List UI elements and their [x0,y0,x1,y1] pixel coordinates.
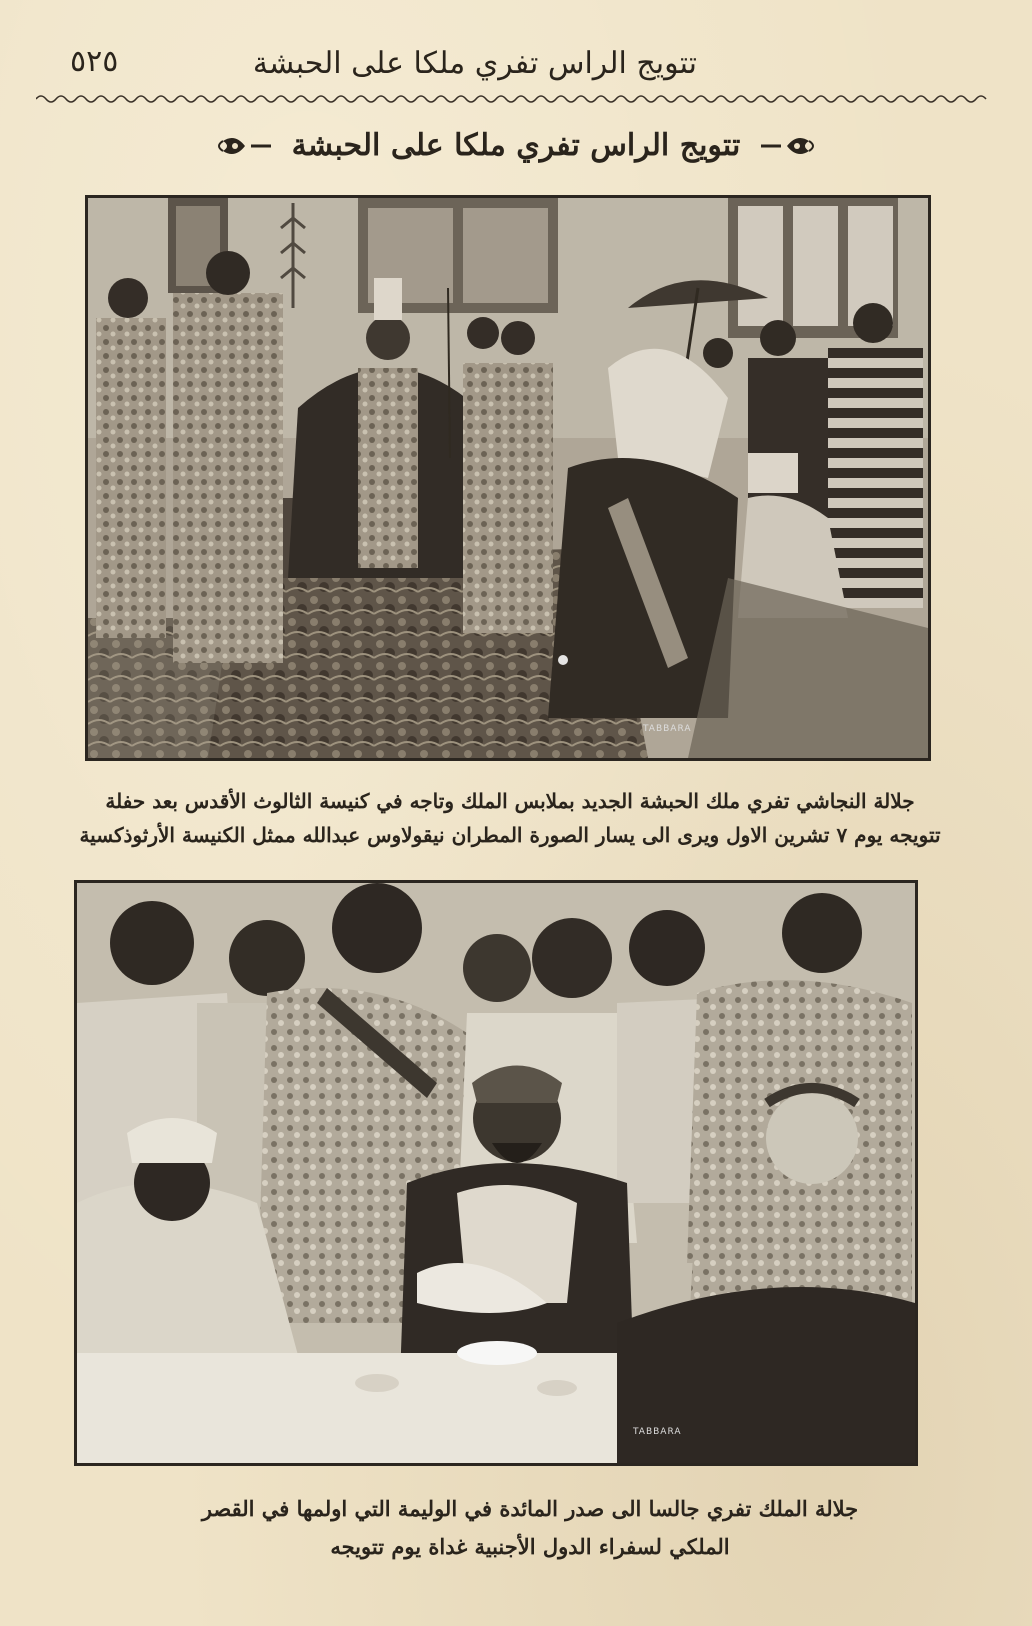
running-title: تتويج الراس تفري ملكا على الحبشة [252,46,697,81]
caption-bottom-line-2: الملكي لسفراء الدول الأجنبية غداة يوم تتويجه [330,1534,730,1559]
wavy-rule-divider [36,92,991,106]
caption-top-line-1: جلالة النجاشي تفري ملك الحبشة الجديد بملابس الملك وتاجه في كنيسة الثالوث الأقدس بعد حفلة [105,789,915,813]
banquet-photo-image [77,883,915,1463]
coronation-photo-image [88,198,928,758]
caption-top-line-2: تتويجه يوم ٧ تشرين الاول ويرى الى يسار الصورة المطران نيقولاوس عبدالله ممثل الكنيسة الأرثوذكسية [79,823,941,847]
coronation-photo [85,195,931,761]
page-number: ٥٢٥ [70,44,119,79]
section-heading [0,128,1032,188]
photo-credit-bottom: TABBARA [633,1427,682,1437]
caption-top [60,784,960,852]
ornament-left-icon [211,131,273,161]
running-head [40,40,992,90]
caption-bottom-line-1: جلالة الملك تفري جالسا الى صدر المائدة في الوليمة التي اولمها في القصر [201,1496,859,1521]
caption-bottom [130,1490,930,1566]
ornament-right-icon [759,131,821,161]
photo-credit-top: TABBARA [643,724,692,734]
section-title: تتويج الراس تفري ملكا على الحبشة [291,128,741,163]
banquet-photo [74,880,918,1466]
